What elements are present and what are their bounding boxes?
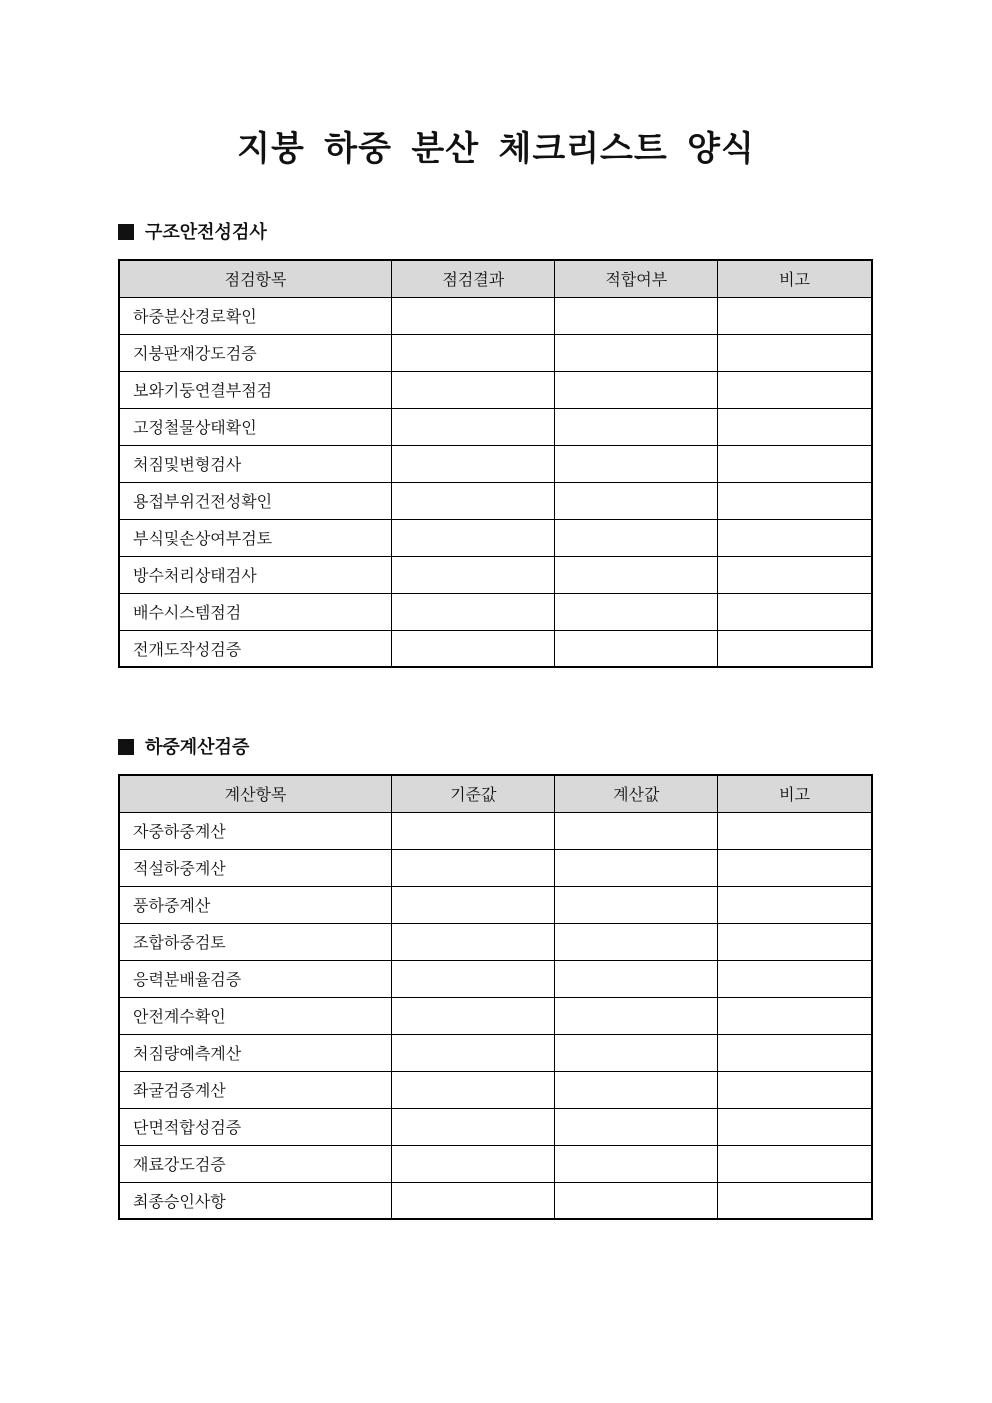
empty-value-cell xyxy=(555,1108,718,1145)
empty-value-cell xyxy=(718,812,872,849)
section-heading-label: 구조안전성검사 xyxy=(145,222,267,243)
item-label-cell: 자중하중계산 xyxy=(119,812,392,849)
empty-value-cell xyxy=(718,960,872,997)
section-heading-structural-safety xyxy=(118,223,873,241)
section-bullet-icon xyxy=(118,224,134,240)
table-row xyxy=(119,1182,872,1219)
empty-value-cell xyxy=(392,960,555,997)
item-label-cell: 좌굴검증계산 xyxy=(119,1071,392,1108)
column-header: 점검항목 xyxy=(119,260,392,297)
empty-value-cell xyxy=(392,1034,555,1071)
empty-value-cell xyxy=(392,923,555,960)
section-heading-label: 하중계산검증 xyxy=(145,737,250,758)
empty-value-cell xyxy=(718,334,872,371)
section-heading-load-calculation xyxy=(118,738,873,756)
empty-value-cell xyxy=(718,371,872,408)
column-header: 점검결과 xyxy=(392,260,555,297)
item-label-cell: 단면적합성검증 xyxy=(119,1108,392,1145)
empty-value-cell xyxy=(718,519,872,556)
empty-value-cell xyxy=(555,482,718,519)
empty-value-cell xyxy=(555,1182,718,1219)
empty-value-cell xyxy=(392,886,555,923)
empty-value-cell xyxy=(718,445,872,482)
empty-value-cell xyxy=(555,371,718,408)
empty-value-cell xyxy=(555,997,718,1034)
empty-value-cell xyxy=(555,1145,718,1182)
empty-value-cell xyxy=(718,1182,872,1219)
empty-value-cell xyxy=(392,556,555,593)
empty-value-cell xyxy=(392,1071,555,1108)
table-row xyxy=(119,997,872,1034)
item-label-cell: 전개도작성검증 xyxy=(119,630,392,667)
empty-value-cell xyxy=(392,630,555,667)
empty-value-cell xyxy=(392,297,555,334)
item-label-cell: 최종승인사항 xyxy=(119,1182,392,1219)
item-label-cell: 방수처리상태검사 xyxy=(119,556,392,593)
empty-value-cell xyxy=(392,445,555,482)
empty-value-cell xyxy=(392,371,555,408)
empty-value-cell xyxy=(718,997,872,1034)
empty-value-cell xyxy=(555,960,718,997)
empty-value-cell xyxy=(718,408,872,445)
item-label-cell: 보와기둥연결부점검 xyxy=(119,371,392,408)
table-row xyxy=(119,519,872,556)
empty-value-cell xyxy=(555,630,718,667)
document-title: 지붕 하중 분산 체크리스트 양식 xyxy=(237,130,755,168)
header-row xyxy=(119,775,872,812)
item-label-cell: 배수시스템점검 xyxy=(119,593,392,630)
column-header: 비고 xyxy=(718,775,872,812)
item-label-cell: 하중분산경로확인 xyxy=(119,297,392,334)
column-header: 계산항목 xyxy=(119,775,392,812)
empty-value-cell xyxy=(718,1034,872,1071)
column-header: 비고 xyxy=(718,260,872,297)
empty-value-cell xyxy=(718,297,872,334)
section-bullet-icon xyxy=(118,739,134,755)
table-row xyxy=(119,886,872,923)
empty-value-cell xyxy=(392,812,555,849)
table-row xyxy=(119,371,872,408)
table-row xyxy=(119,482,872,519)
empty-value-cell xyxy=(392,408,555,445)
empty-value-cell xyxy=(555,923,718,960)
item-label-cell: 용접부위건전성확인 xyxy=(119,482,392,519)
empty-value-cell xyxy=(392,1182,555,1219)
header-row xyxy=(119,260,872,297)
table-row xyxy=(119,556,872,593)
item-label-cell: 처짐및변형검사 xyxy=(119,445,392,482)
document-content xyxy=(118,223,873,1220)
table-row xyxy=(119,1034,872,1071)
empty-value-cell xyxy=(718,923,872,960)
table-row xyxy=(119,923,872,960)
table-row xyxy=(119,960,872,997)
column-header: 적합여부 xyxy=(555,260,718,297)
table-row xyxy=(119,1108,872,1145)
empty-value-cell xyxy=(392,997,555,1034)
column-header: 계산값 xyxy=(555,775,718,812)
empty-value-cell xyxy=(555,886,718,923)
structural-safety-checklist-table xyxy=(118,259,873,668)
item-label-cell: 재료강도검증 xyxy=(119,1145,392,1182)
table-row xyxy=(119,593,872,630)
table-row xyxy=(119,334,872,371)
table-row xyxy=(119,812,872,849)
empty-value-cell xyxy=(392,334,555,371)
item-label-cell: 고정철물상태확인 xyxy=(119,408,392,445)
column-header: 기준값 xyxy=(392,775,555,812)
item-label-cell: 적설하중계산 xyxy=(119,849,392,886)
item-label-cell: 안전계수확인 xyxy=(119,997,392,1034)
empty-value-cell xyxy=(555,1034,718,1071)
load-calculation-table xyxy=(118,774,873,1220)
empty-value-cell xyxy=(555,334,718,371)
empty-value-cell xyxy=(392,482,555,519)
empty-value-cell xyxy=(392,1108,555,1145)
item-label-cell: 풍하중계산 xyxy=(119,886,392,923)
table-row xyxy=(119,630,872,667)
empty-value-cell xyxy=(555,556,718,593)
empty-value-cell xyxy=(718,1108,872,1145)
empty-value-cell xyxy=(555,408,718,445)
table-row xyxy=(119,297,872,334)
item-label-cell: 응력분배율검증 xyxy=(119,960,392,997)
empty-value-cell xyxy=(555,445,718,482)
empty-value-cell xyxy=(392,593,555,630)
item-label-cell: 지붕판재강도검증 xyxy=(119,334,392,371)
empty-value-cell xyxy=(718,1071,872,1108)
empty-value-cell xyxy=(392,849,555,886)
empty-value-cell xyxy=(555,1071,718,1108)
empty-value-cell xyxy=(555,297,718,334)
item-label-cell: 부식및손상여부검토 xyxy=(119,519,392,556)
empty-value-cell xyxy=(392,519,555,556)
empty-value-cell xyxy=(555,519,718,556)
empty-value-cell xyxy=(555,812,718,849)
item-label-cell: 조합하중검토 xyxy=(119,923,392,960)
table-row xyxy=(119,849,872,886)
item-label-cell: 처짐량예측계산 xyxy=(119,1034,392,1071)
empty-value-cell xyxy=(718,593,872,630)
empty-value-cell xyxy=(718,630,872,667)
empty-value-cell xyxy=(718,482,872,519)
empty-value-cell xyxy=(392,1145,555,1182)
empty-value-cell xyxy=(718,886,872,923)
empty-value-cell xyxy=(718,849,872,886)
empty-value-cell xyxy=(555,849,718,886)
empty-value-cell xyxy=(718,556,872,593)
table-row xyxy=(119,1071,872,1108)
table-row xyxy=(119,445,872,482)
table-row xyxy=(119,408,872,445)
empty-value-cell xyxy=(718,1145,872,1182)
empty-value-cell xyxy=(555,593,718,630)
table-row xyxy=(119,1145,872,1182)
